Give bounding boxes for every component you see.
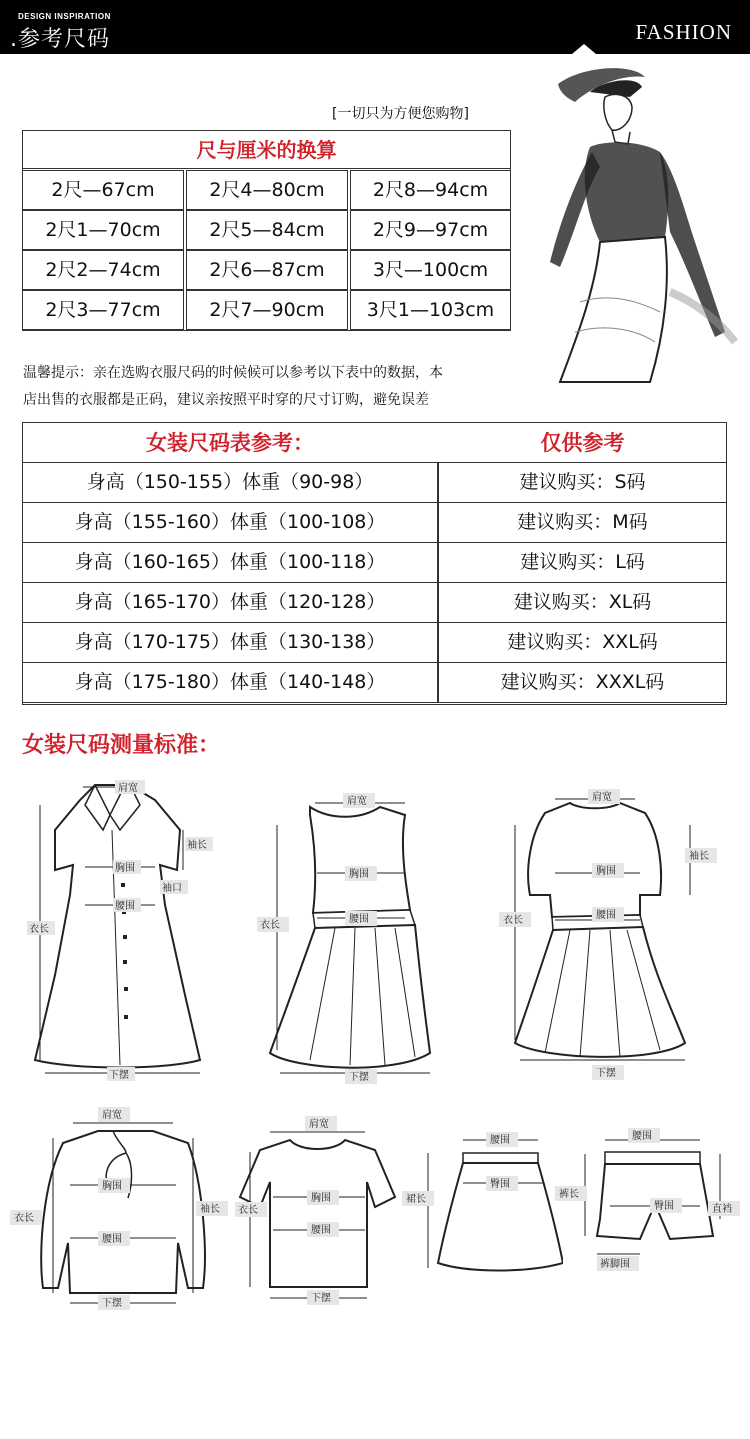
label-sleeve: 袖长	[200, 1204, 220, 1215]
label-shoulder: 肩宽	[347, 796, 367, 807]
size-row-body: 身高（160-165）体重（100-118）	[22, 542, 438, 583]
label-waist: 腰围	[102, 1234, 122, 1245]
label-shoulder: 肩宽	[309, 1119, 329, 1130]
label-length: 衣长	[29, 924, 49, 935]
label-hem: 下摆	[349, 1072, 369, 1083]
sleeveless-dress-diagram	[255, 785, 440, 1085]
fashion-model-illustration	[520, 62, 750, 392]
size-row-recommendation: 建议购买：L码	[438, 542, 727, 583]
conversion-title: 尺与厘米的换算	[23, 131, 510, 169]
label-length: 衣长	[503, 915, 523, 926]
label-length: 衣长	[14, 1213, 34, 1224]
label-bust: 胸围	[596, 866, 616, 877]
size-row-body: 身高（175-180）体重（140-148）	[22, 662, 438, 703]
top-banner	[0, 0, 750, 54]
tagline: [一切只为方便您购物]	[332, 106, 469, 122]
label-length: 衣长	[238, 1205, 258, 1216]
label-shoulder: 肩宽	[592, 792, 612, 803]
label-sleeve: 袖长	[689, 851, 709, 862]
label-bust: 胸围	[349, 869, 369, 880]
label-bust: 胸围	[311, 1193, 331, 1204]
conversion-cell: 2尺6—87cm	[186, 250, 348, 290]
tip-note	[23, 360, 543, 414]
banner-title: .参考尺码	[10, 27, 110, 52]
label-hem: 下摆	[109, 1070, 129, 1081]
label-leg-opening: 裤脚围	[600, 1259, 630, 1270]
label-cuff: 袖口	[162, 883, 182, 894]
label-sleeve: 袖长	[187, 840, 207, 851]
conversion-cell: 2尺—67cm	[22, 170, 184, 210]
label-hem: 下摆	[311, 1293, 331, 1304]
label-bust: 胸围	[102, 1181, 122, 1192]
label-waist: 腰围	[596, 910, 616, 921]
conversion-cell: 2尺5—84cm	[186, 210, 348, 250]
conversion-cell: 2尺3—77cm	[22, 290, 184, 330]
tip-line-1: 温馨提示：亲在选购衣服尺码的时候候可以参考以下表中的数据，本	[23, 365, 443, 381]
size-row-body: 身高（170-175）体重（130-138）	[22, 622, 438, 663]
shorts-diagram	[555, 1124, 745, 1284]
size-row-recommendation: 建议购买：XL码	[438, 582, 727, 623]
label-skirt-length: 裙长	[406, 1194, 426, 1205]
label-length: 衣长	[260, 920, 280, 931]
size-row-body: 身高（150-155）体重（90-98）	[22, 462, 438, 503]
label-rise: 直裆	[712, 1204, 732, 1215]
size-row-recommendation: 建议购买：XXL码	[438, 622, 727, 663]
label-hip: 臀围	[654, 1201, 674, 1212]
label-hip: 臀围	[490, 1179, 510, 1190]
label-waist: 腰围	[632, 1131, 652, 1142]
label-waist: 腰围	[311, 1225, 331, 1236]
conversion-cell: 2尺8—94cm	[350, 170, 511, 210]
size-row-body: 身高（165-170）体重（120-128）	[22, 582, 438, 623]
label-waist: 腰围	[349, 914, 369, 925]
size-row-recommendation: 建议购买：XXXL码	[438, 662, 727, 703]
banner-brand: FASHION	[635, 20, 732, 44]
conversion-cell: 2尺4—80cm	[186, 170, 348, 210]
label-waist: 腰围	[115, 901, 135, 912]
tip-line-2: 店出售的衣服都是正码，建议亲按照平时穿的尺寸订购，避免误差	[23, 392, 429, 408]
label-pants-length: 裤长	[559, 1189, 579, 1200]
tshirt-diagram	[235, 1112, 400, 1312]
size-row-recommendation: 建议购买：S码	[438, 462, 727, 503]
banner-notch	[572, 44, 596, 54]
short-sleeve-dress-diagram	[495, 785, 730, 1080]
conversion-cell: 3尺—100cm	[350, 250, 511, 290]
banner-subtitle: DESIGN INSPIRATION	[18, 12, 111, 21]
label-waist: 腰围	[490, 1135, 510, 1146]
conversion-cell: 2尺1—70cm	[22, 210, 184, 250]
size-row-recommendation: 建议购买：M码	[438, 502, 727, 543]
shirt-dress-diagram	[15, 775, 220, 1085]
label-hem: 下摆	[102, 1298, 122, 1309]
conversion-cell: 3尺1—103cm	[350, 290, 511, 330]
size-table-header-right: 仅供参考	[439, 423, 726, 463]
label-hem: 下摆	[596, 1068, 616, 1079]
size-row-body: 身高（155-160）体重（100-108）	[22, 502, 438, 543]
label-shoulder: 肩宽	[102, 1110, 122, 1121]
conversion-cell: 2尺7—90cm	[186, 290, 348, 330]
size-table-header-left: 女装尺码表参考：	[23, 423, 437, 463]
label-shoulder: 肩宽	[118, 783, 138, 794]
section-title: 女装尺码测量标准：	[22, 733, 221, 758]
skirt-diagram	[398, 1128, 563, 1288]
conversion-cell: 2尺9—97cm	[350, 210, 511, 250]
blouse-diagram	[8, 1103, 238, 1313]
conversion-cell: 2尺2—74cm	[22, 250, 184, 290]
label-bust: 胸围	[115, 863, 135, 874]
